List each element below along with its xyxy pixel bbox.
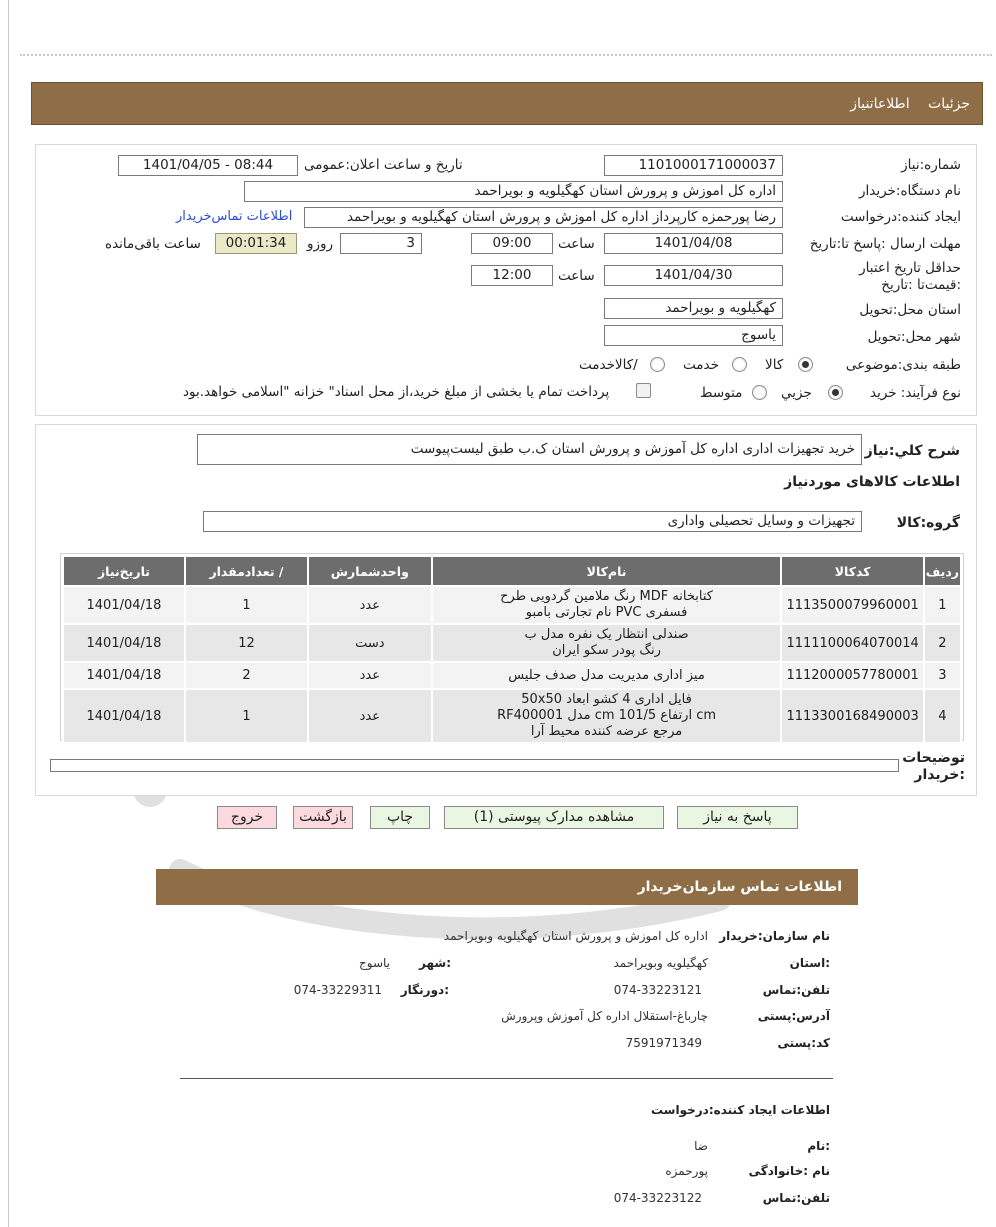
row-qty: 2 [185,662,308,689]
row-name-line: فایل اداری 4 کشو ابعاد 50x50 [521,692,692,707]
row-index: 4 [924,689,961,743]
process-medium-radio[interactable] [752,385,767,400]
creator-label: ایجاد کننده:درخواست [840,209,961,225]
city-contact-label: :شهر [419,956,451,970]
row-name [432,624,782,662]
city-field: یاسوج [604,325,783,346]
buyer-notes-label: توضیحات :خریدار [902,750,965,783]
need-number-label: شماره:نیاز [901,157,961,173]
col-quantity: / تعدادمقدار [185,556,308,586]
goods-table [62,555,962,744]
row-index: 2 [924,624,961,662]
buyer-org-field: اداره کل اموزش و پرورش استان کهگیلویه و بویراحمد [244,181,783,202]
row-qty: 1 [185,586,308,624]
col-unit: واحدشمارش [308,556,432,586]
validity-date-field: 1401/04/30 [604,265,783,286]
category-label: طبقه بندی:موضوعی [845,357,961,373]
row-date: 1401/04/18 [63,662,185,689]
process-label: نوع فرآیند: [900,385,961,401]
days-label: روزو [307,236,334,252]
deadline-hour-field: 09:00 [471,233,553,254]
goods-group-label: گروه:کالا [896,515,960,531]
category-goods-radio[interactable] [798,357,813,372]
remaining-time-label: ساعت باقی‌مانده [105,236,201,252]
address-value: چارباغ-استقلال اداره کل آموزش وپرورش [501,1009,708,1023]
process-partial-label: جزیي [781,385,812,401]
row-unit: عدد [308,662,432,689]
need-number-field: 1101000171000037 [604,155,783,176]
row-name-line: cm ارتفاع 101/5 cm مدل RF400001 [497,708,717,723]
postal-code-value: 7591971349 [625,1036,702,1050]
announce-date-field: 1401/04/05 - 08:44 [118,155,298,176]
creator-phone-label: تلفن:تماس [762,1191,830,1205]
goods-table-header [63,556,961,586]
row-unit: دست [308,624,432,662]
remaining-timer: 00:01:34 [215,233,297,254]
row-code: 1113500079960001 [781,586,923,624]
row-code: 1111100064070014 [781,624,923,662]
category-service-label: خدمت [683,357,719,373]
col-goods-code: کدکالا [781,556,923,586]
table-row [63,689,961,743]
province-field: کهگیلویه و بویراحمد [604,298,783,319]
buyer-contact-title: اطلاعات تماس سازمان‌خریدار [156,869,858,905]
process-buy-label: خرید [870,385,897,401]
row-date: 1401/04/18 [63,586,185,624]
row-name-line: کتابخانه MDF رنگ ملامین گردویی طرح [500,589,713,604]
row-name [432,689,782,743]
validity-hour-field: 12:00 [471,265,553,286]
category-goods-service-radio[interactable] [650,357,665,372]
row-name-line: رنگ پودر سکو ایران [552,643,661,658]
creator-name-label: :نام [807,1139,830,1153]
row-code: 1113300168490003 [781,689,923,743]
reply-button[interactable]: پاسخ به نیاز [677,806,798,829]
creator-family-value: پورحمزه [665,1164,708,1178]
top-dotted-divider [20,54,992,56]
validity-label: حداقل تاریخ اعتبار :قیمت‌تا :تاریخ [859,260,961,293]
org-name-value: اداره کل اموزش و پرورش استان کهگیلویه وبویراحمد [443,929,708,943]
row-unit: عدد [308,689,432,743]
deadline-hour-label: ساعت [558,236,595,252]
postal-code-label: کد:پستی [777,1036,830,1050]
row-name-line: مرجع عرضه کننده محیط آرا [530,724,683,739]
category-goods-label: کالا [765,357,784,373]
left-edge-line [8,0,9,1227]
row-index: 3 [924,662,961,689]
process-medium-label: متوسط [700,385,743,401]
row-name [432,586,782,624]
address-label: آدرس:پستی [757,1009,830,1023]
row-name-line: صندلی انتظار یک نفره مدل ب [524,627,689,642]
need-description-label: شرح کلي:نیاز [864,443,960,459]
tab-details[interactable]: جزئیات [928,96,970,112]
province-contact-label: :استان [789,956,830,970]
deadline-date-field: 1401/04/08 [604,233,783,254]
province-contact-value: کهگیلویه وبویراحمد [613,956,708,970]
table-row [63,662,961,689]
treasury-payment-checkbox[interactable] [636,383,651,398]
row-name-line: فسفری PVC نام تجارتی بامبو [525,605,688,620]
creator-phone-value: 074-33223122 [613,1191,702,1205]
page-header-bar [31,82,983,125]
buyer-contact-link[interactable]: اطلاعات تماس‌خریدار [176,209,293,224]
view-attachments-button[interactable]: مشاهده مدارک پیوستی (1) [444,806,664,829]
print-button[interactable]: چاپ [370,806,430,829]
phone-value: 074-33223121 [613,983,702,997]
table-row [63,586,961,624]
row-date: 1401/04/18 [63,624,185,662]
col-need-date: تاریخ‌نیاز [63,556,185,586]
table-row [63,624,961,662]
fax-value: 074-33229311 [293,983,382,997]
deadline-label: مهلت ارسال :پاسخ تا:تاریخ [809,236,961,252]
creator-info-title: اطلاعات ایجاد کننده:درخواست [650,1103,830,1117]
row-qty: 1 [185,689,308,743]
category-goods-service-label: /کالاخدمت [579,357,638,373]
process-partial-radio[interactable] [828,385,843,400]
days-field: 3 [340,233,422,254]
province-label: استان محل:تحویل [859,302,961,318]
need-description-field: خرید تجهیزات اداری اداره کل آموزش و پرورش استان ک.ب طبق لیست‌پیوست [197,434,862,465]
announce-date-label: تاریخ و ساعت اعلان:عمومی [304,157,463,173]
tab-need-info[interactable]: اطلاعاتنیاز [850,96,910,112]
row-qty: 12 [185,624,308,662]
city-contact-value: یاسوج [359,956,390,970]
phone-label: تلفن:تماس [762,983,830,997]
row-unit: عدد [308,586,432,624]
goods-info-title: اطلاعات کالاهای موردنیاز [784,474,960,490]
row-name: میز اداری مدیریت مدل صدف جلیس [432,662,782,689]
goods-group-field: تجهیزات و وسایل تحصیلی واداری [203,511,862,532]
row-index: 1 [924,586,961,624]
back-button[interactable]: بازگشت [293,806,353,829]
validity-hour-label: ساعت [558,268,595,284]
category-service-radio[interactable] [732,357,747,372]
buyer-notes-field [50,759,899,772]
row-date: 1401/04/18 [63,689,185,743]
col-row-number: ردیف [924,556,961,586]
city-label: شهر محل:تحویل [867,329,961,345]
contact-divider [180,1078,833,1079]
creator-family-label: نام :خانوادگی [748,1164,830,1178]
org-name-label: نام سازمان:خریدار [719,929,830,943]
row-code: 1112000057780001 [781,662,923,689]
exit-button[interactable]: خروج [217,806,277,829]
col-goods-name: نام‌کالا [432,556,782,586]
buyer-org-label: نام دستگاه:خریدار [858,183,961,199]
creator-name-value: ضا [694,1139,708,1153]
creator-field: رضا پورحمزه کارپرداز اداره کل اموزش و پرورش استان کهگیلویه و بویراحمد [304,207,783,228]
fax-label: :دورنگار [400,983,449,997]
treasury-payment-note: پرداخت تمام یا بخشی از مبلغ خرید،از محل اسناد" خزانه "اسلامی خواهد.بود [183,384,610,400]
